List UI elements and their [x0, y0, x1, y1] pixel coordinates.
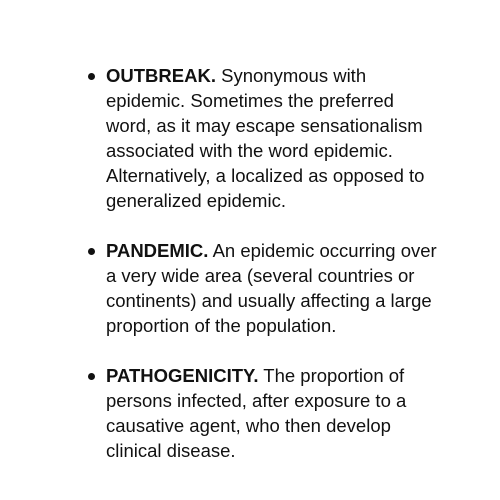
glossary-list	[88, 63, 444, 463]
glossary-item-outbreak	[88, 63, 444, 213]
bullet-icon	[88, 248, 95, 255]
glossary-item-pathogenicity	[88, 363, 444, 463]
bullet-icon	[88, 373, 95, 380]
term-definition: An epidemic occurring over a very wide area (several countries or continents) and usually affecting a large proportion of the population.	[106, 240, 437, 336]
term-definition: The proportion of persons infected, after exposure to a causative agent, who then develop clinical disease.	[106, 365, 407, 461]
term-word: PANDEMIC.	[106, 240, 209, 261]
bullet-icon	[88, 73, 95, 80]
glossary-item-pandemic	[88, 238, 444, 338]
term-definition: Synonymous with epidemic. Sometimes the preferred word, as it may escape sensationalism associated with the word epidemic. Alternatively, a localized as opposed to generalized epidemic.	[106, 65, 425, 211]
term-word: OUTBREAK.	[106, 65, 216, 86]
term-word: PATHOGENICITY.	[106, 365, 259, 386]
